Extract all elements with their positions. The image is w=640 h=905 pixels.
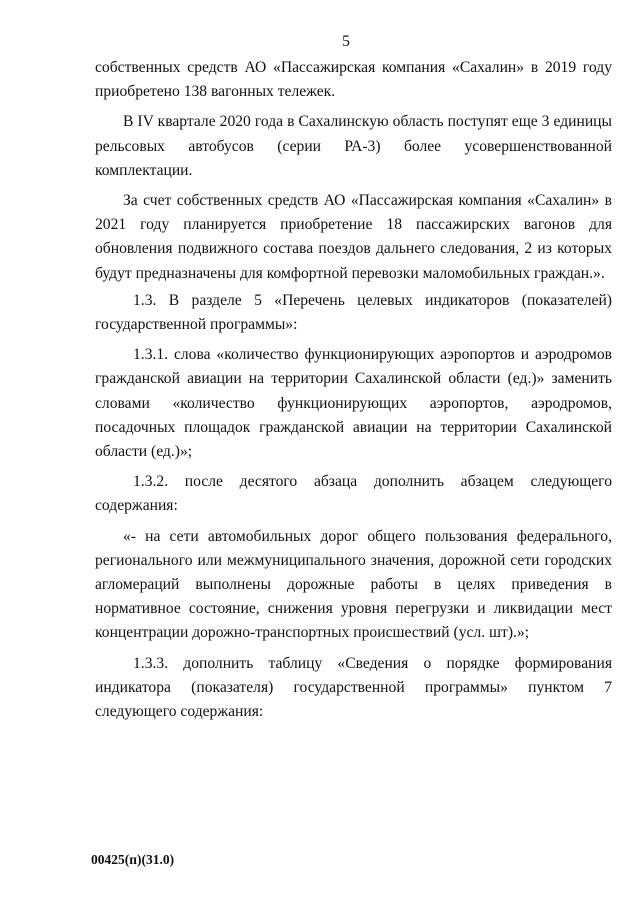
paragraph-continuation: собственных средств АО «Пассажирская компания «Сахалин» в 2019 году приобретено 138 вагонных тележек.	[95, 59, 612, 101]
document-body	[95, 56, 612, 724]
document-code: 00425(п)(31.0)	[91, 852, 175, 867]
page-number: 5	[342, 33, 350, 50]
paragraph-rail-buses: В IV квартале 2020 года в Сахалинскую область поступят еще 3 единицы рельсовых автобусов (серии РА-3) более усовершенствованной комплектации.	[95, 113, 612, 179]
paragraph-item-1-3-2: 1.3.2. после десятого абзаца дополнить абзацем следующего содержания:	[95, 473, 612, 515]
paragraph-item-1-3: 1.3. В разделе 5 «Перечень целевых индикаторов (показателей) государственной программы»:	[95, 291, 612, 334]
paragraph-quoted-addition: «- на сети автомобильных дорог общего пользования федерального, регионального или межмуниципального значения, дорожной сети городских агломераций выполнены дорожные работы в целях приведения в нормативное состояние, снижения уровня перегрузки и ликвидации мест концентрации дорожно-транспортных происшествий (усл. шт).»;	[95, 527, 612, 642]
paragraph-item-1-3-1: 1.3.1. слова «количество функционирующих аэропортов и аэродромов гражданской авиации на территории Сахалинской области (ед.)» заменить словами «количество функционирующих аэропортов, аэродромов, посадочных площадок гражданской авиации на территории Сахалинской области (ед.)»;	[95, 346, 612, 461]
paragraph-passenger-cars: За счет собственных средств АО «Пассажирская компания «Сахалин» в 2021 году планируется приобретение 18 пассажирских вагонов для обновления подвижного состава поездов дальнего следования, 2 из которых будут предназначены для комфортной перевозки маломобильных граждан.».	[95, 192, 612, 282]
paragraph-item-1-3-3: 1.3.3. дополнить таблицу «Сведения о порядке формирования индикатора (показателя) государственной программы» пунктом 7 следующего содержания:	[95, 654, 612, 721]
